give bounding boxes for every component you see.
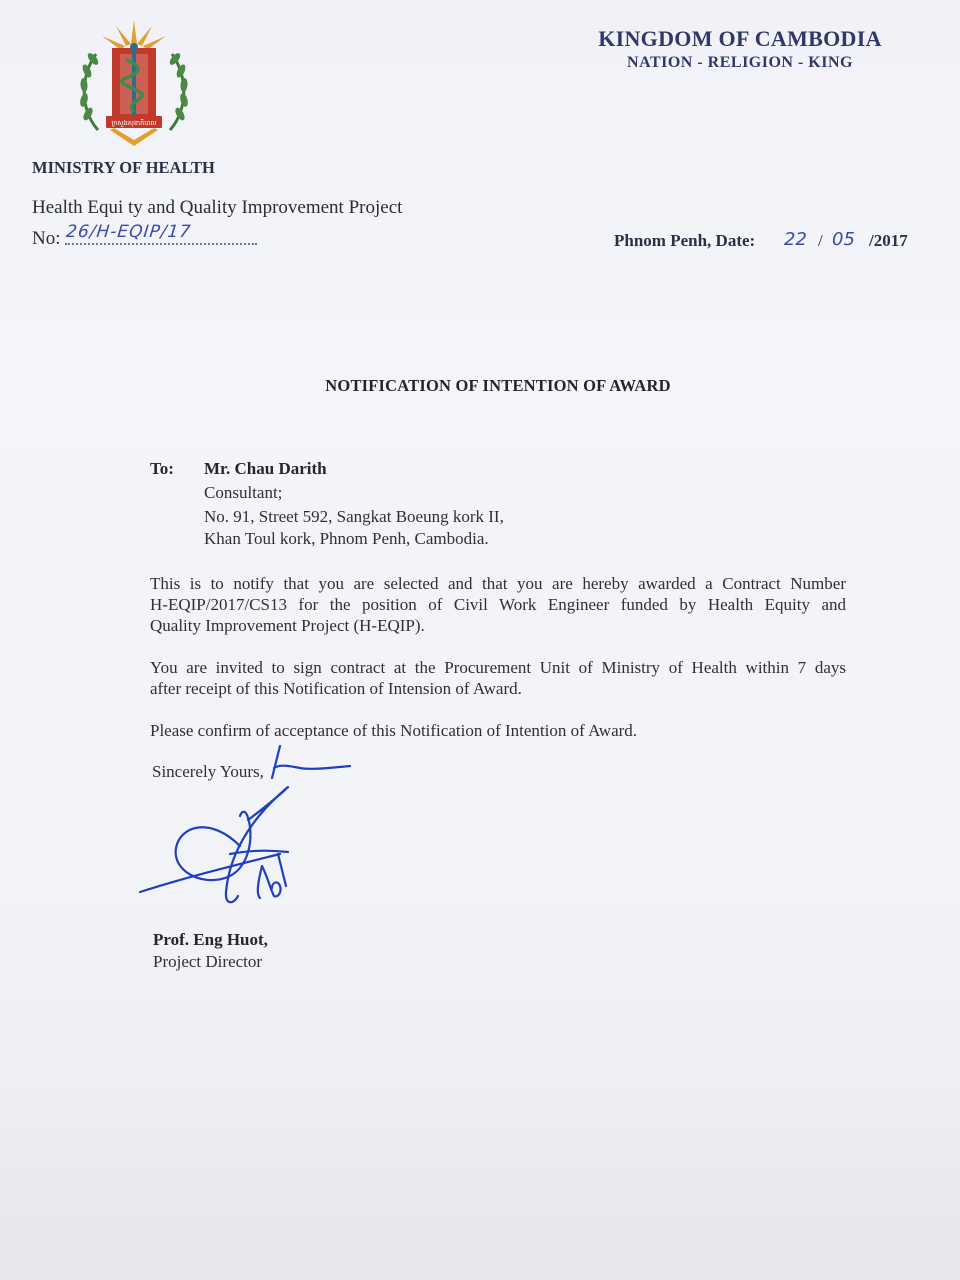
signer-name: Prof. Eng Huot,	[153, 930, 268, 949]
recipient-position: Consultant;	[204, 483, 283, 502]
paragraph-line: Please confirm of acceptance of this Notification of Intention of Award.	[150, 721, 638, 740]
notice-title: NOTIFICATION OF INTENTION OF AWARD	[325, 376, 671, 395]
ministry-of-health-logo	[76, 18, 192, 152]
recipient-address-line: Khan Toul kork, Phnom Penh, Cambodia.	[204, 529, 489, 548]
recipient-label: To:	[150, 459, 174, 478]
reference-label: No:	[32, 228, 61, 249]
date-separator: /	[818, 231, 823, 250]
closing-salutation: Sincerely Yours,	[152, 762, 264, 781]
ribbon-icon	[110, 128, 158, 146]
date-month: 05	[832, 229, 855, 250]
date-label: Phnom Penh, Date:	[614, 231, 756, 250]
paragraph-line: H-EQIP/2017/CS13 for the position of Civil Work Engineer funded by Health Equity and	[150, 595, 846, 614]
paragraph-line: after receipt of this Notification of Intension of Award.	[150, 679, 522, 698]
recipient-name: Mr. Chau Darith	[204, 459, 327, 478]
paragraph-line: Quality Improvement Project (H-EQIP).	[150, 616, 425, 635]
paragraph-line: This is to notify that you are selected and that you are hereby awarded a Contract Number	[150, 574, 846, 593]
signer-title: Project Director	[153, 952, 263, 971]
date-year: /2017	[869, 231, 908, 250]
body-paragraph-1	[150, 573, 846, 636]
ministry-name: MINISTRY OF HEALTH	[32, 158, 215, 177]
body-paragraph-2	[150, 657, 846, 699]
signature	[130, 736, 370, 916]
date-day: 22	[784, 229, 807, 250]
paragraph-line: You are invited to sign contract at the Procurement Unit of Ministry of Health within 7 days	[150, 658, 846, 677]
national-motto: NATION - RELIGION - KING	[627, 54, 853, 71]
kingdom-title: KINGDOM OF CAMBODIA	[598, 26, 882, 51]
recipient-address-line: No. 91, Street 592, Sangkat Boeung kork II,	[204, 507, 504, 526]
logo-banner-text: ក្រសួងសុខាភិបាល	[111, 119, 157, 127]
reference-number: 26/H-EQIP/17	[65, 222, 259, 245]
project-name: Health Equi ty and Quality Improvement Project	[32, 197, 403, 218]
